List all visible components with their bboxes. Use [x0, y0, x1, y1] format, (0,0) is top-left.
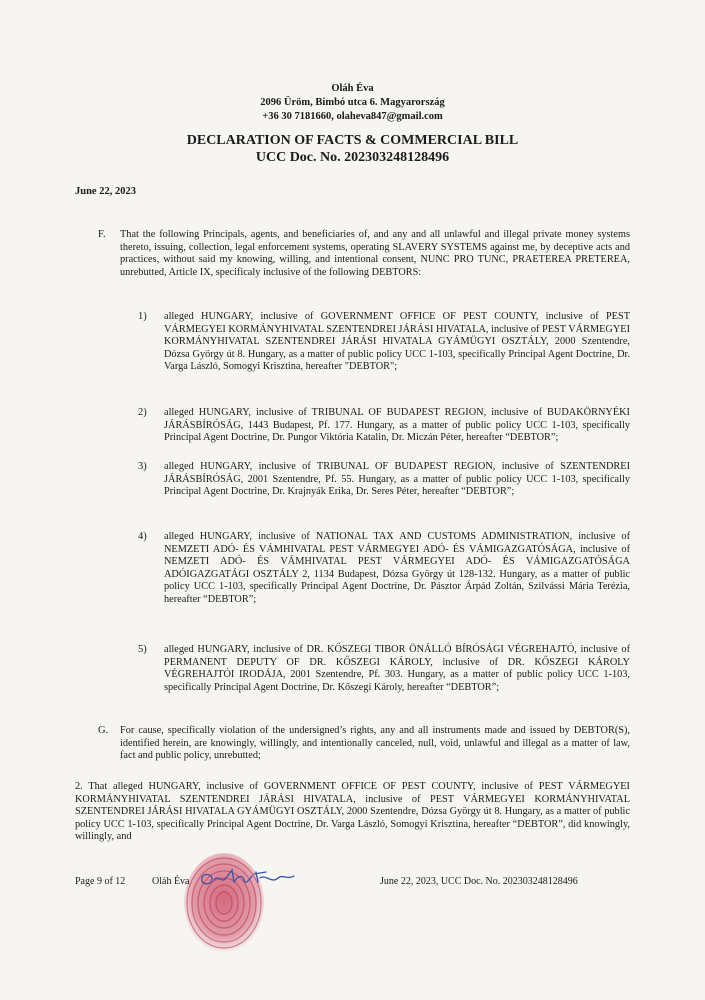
signature-icon [198, 864, 298, 892]
footer-doc-ref: June 22, 2023, UCC Doc. No. 202303248128496 [380, 876, 578, 887]
debtor-item: alleged HUNGARY, inclusive of DR. KŐSZEGI TIBOR ÖNÁLLÓ BÍRÓSÁGI VÉGREHAJTÓ, inclusive of PERMANENT DEPUTY OF DR. KŐSZEGI KÁROLY, inclusive of DR. KŐSZEGI KÁROLY VÉGREHAJTÓI IRODÁJA, 2001 Szentendre, Pf. 303. Hungary, as a matter of public policy UCC 1-103, specifically Principal Agent Doctrine, Dr. Kőszegi Károly, hereafter “DEBTOR”; [164, 644, 630, 693]
section-f-label: F. [98, 229, 106, 240]
author-name: Oláh Éva [331, 83, 374, 94]
item-number: 5) [138, 644, 147, 655]
debtor-item: alleged HUNGARY, inclusive of NATIONAL TAX AND CUSTOMS ADMINISTRATION, inclusive of NEMZETI ADÓ- ÉS VÁMHIVATAL PEST VÁRMEGYEI ADÓ- ÉS VÁMIGAZGATÓSÁGA, inclusive of NEMZETI ADÓ- ÉS VÁMHIVATAL PEST VÁRMEGYEI ADÓ- ÉS VÁMIGAZGATÓSÁGA ADÓIGAZGATÁGI OSZTÁLY 2, 1134 Budapest, Dózsa György út 128-132. Hungary, as a matter of public policy UCC 1-103, specifically Principal Agent Doctrine, Dr. Pásztor Árpád Zoltán, Szilvássi Mária Terézia, hereafter “DEBTOR”; [164, 531, 630, 605]
section-g-text: For cause, specifically violation of the undersigned’s rights, any and all instruments made and issued by DEBTOR(S), identified herein, are knowingly, willingly, and intentionally canceled, null, void, unlawful and illegal as a matter of law, fact and public policy, unrebutted; [120, 725, 630, 762]
debtor-item: alleged HUNGARY, inclusive of GOVERNMENT OFFICE OF PEST COUNTY, inclusive of PEST VÁRMEGYEI KORMÁNYHIVATAL SZENTENDREI JÁRÁSI HIVATALA, inclusive of PEST VÁRMEGYEI KORMÁNYHIVATAL SZENTENDREI JÁRÁSI HIVATALA GYÁMÜGYI OSZTÁLY, 2000 Szentendre, Dózsa György út 8. Hungary, as a matter of public policy UCC 1-103, specifically Principal Agent Doctrine, Dr. Varga László, Somogyi Krisztina, hereafter "DEBTOR"; [164, 311, 630, 373]
page-number: Page 9 of 12 [75, 876, 126, 887]
title-line-2: UCC Doc. No. 202303248128496 [255, 150, 450, 165]
document-date: June 22, 2023 [75, 186, 136, 197]
section-g-label: G. [98, 725, 109, 736]
document-title [0, 132, 705, 166]
paragraph-2: 2. That alleged HUNGARY, inclusive of GOVERNMENT OFFICE OF PEST COUNTY, inclusive of PEST VÁRMEGYEI KORMÁNYHIVATAL SZENTENDREI JÁRÁSI HIVATALA, inclusive of PEST VÁRMEGYEI KORMÁNYHIVATAL SZENTENDREI JÁRÁSI HIVATALA GYÁMÜGYI OSZTÁLY, 2000 Szentendre, Dózsa György út 8. Hungary, as a matter of public policy UCC 1-103, specifically Principal Agent Doctrine, Dr. Varga László, Somogyi Krisztina, hereafter “DEBTOR”, did knowingly, willingly, and [75, 781, 630, 843]
debtor-item: alleged HUNGARY, inclusive of TRIBUNAL OF BUDAPEST REGION, inclusive of SZENTENDREI JÁRÁSBÍRÓSÁG, 2001 Szentendre, Pf. 55. Hungary, as a matter of public policy UCC 1-103, specifically Principal Agent Doctrine, Dr. Krajnyák Erika, Dr. Seres Péter, hereafter “DEBTOR”; [164, 461, 630, 498]
item-number: 3) [138, 461, 147, 472]
debtor-item: alleged HUNGARY, inclusive of TRIBUNAL OF BUDAPEST REGION, inclusive of BUDAKÖRNYÉKI JÁRÁSBÍRÓSÁG, 1443 Budapest, Pf. 177. Hungary, as a matter of public policy UCC 1-103, specifically Principal Agent Doctrine, Dr. Pungor Viktória Katalin, Dr. Miczán Péter, hereafter “DEBTOR”; [164, 407, 630, 444]
item-number: 4) [138, 531, 147, 542]
author-address: 2096 Üröm, Bimbó utca 6. Magyarország [260, 97, 445, 108]
title-line-1: DECLARATION OF FACTS & COMMERCIAL BILL [186, 133, 519, 148]
item-number: 1) [138, 311, 147, 322]
footer-signer-name: Oláh Éva [152, 876, 190, 887]
letterhead [0, 82, 705, 124]
section-f-text: That the following Principals, agents, and beneficiaries of, and any and all unlawful and illegal private money systems thereto, issuing, collection, legal enforcement systems, operating SLAVERY SYSTEMS against me, by deceptive acts and practices, without said my knowing, willing, and intentional consent, NUNC PRO TUNC, PRAETEREA PRETEREA, unrebutted, Article IX, specificaly inclusive of the following DEBTORS: [120, 229, 630, 278]
item-number: 2) [138, 407, 147, 418]
author-contact: +36 30 7181660, olaheva847@gmail.com [262, 111, 443, 122]
